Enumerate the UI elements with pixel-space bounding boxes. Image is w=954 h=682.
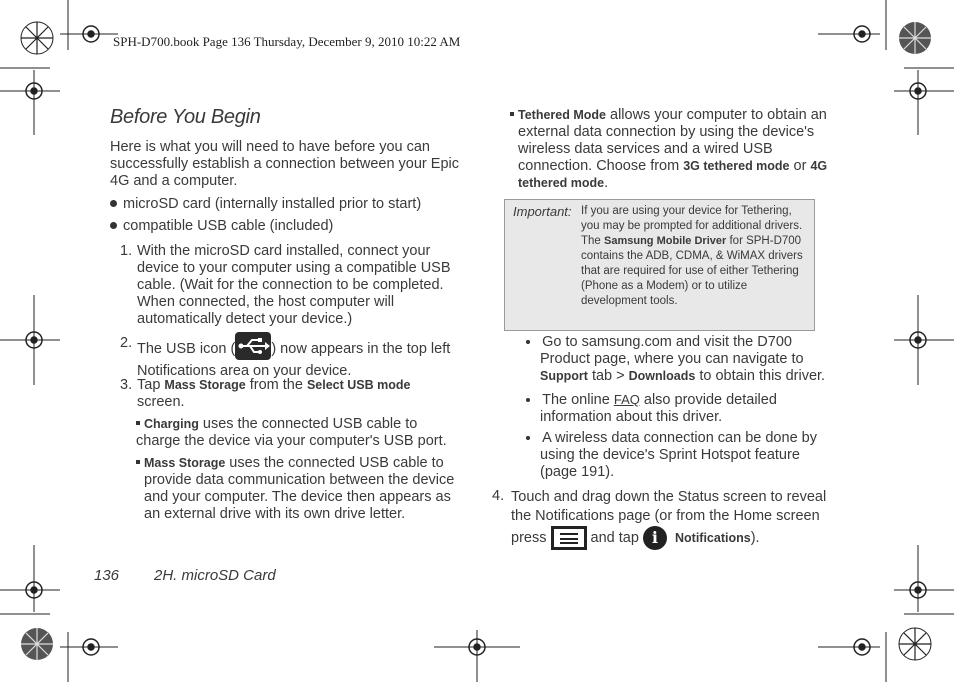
page-title: Before You Begin [110, 106, 261, 128]
square-bullet-icon [136, 460, 140, 464]
step-number: 3. [120, 377, 133, 393]
dot-bullet-icon [526, 340, 530, 344]
info-icon: i [643, 526, 667, 550]
step-number: 2. [120, 335, 133, 351]
usb-icon [235, 332, 271, 360]
bullet-icon [110, 200, 117, 207]
important-label: Important: [513, 204, 572, 219]
page-number: 136 [94, 567, 120, 584]
sub-item-mass-storage: Mass Storage uses the connected USB cable to provide data communication between the device and your computer. The device then appears as an external drive with its own drive letter. [136, 455, 462, 523]
step-number: 1. [120, 243, 133, 259]
driver-bullet-3: A wireless data connection can be done by using the device's Sprint Hotspot feature (page 191). [526, 430, 834, 481]
driver-bullet-1: Go to samsung.com and visit the D700 Product page, where you can navigate to Support tab > Downloads to obtain this driver. [526, 334, 834, 385]
requirement-item: microSD card (internally installed prior to start) [110, 196, 462, 213]
sub-item-charging: Charging uses the connected USB cable to charge the device via your computer's USB port. [136, 416, 447, 449]
step-2: The USB icon ( ) now appears in the top left Notifications area on your device. [137, 335, 462, 380]
requirement-item: compatible USB cable (included) [110, 218, 462, 235]
important-text: If you are using your device for Tethering, you may be prompted for additional drivers. The Samsung Mobile Driver for SPH-D700 contains the ADB, CDMA, & WiMAX drivers that are required for use of either Tethering (Phone as a Modem) or to utilize development tools. [581, 205, 803, 307]
bullet-icon [110, 222, 117, 229]
faq-link[interactable]: FAQ [613, 392, 640, 407]
tethered-mode-item: Tethered Mode allows your computer to obtain an external data connection by using the device's wireless data services and a wired USB connection. Choose from 3G tethered mode or 4G tethered mode. [510, 107, 836, 192]
menu-icon [551, 526, 587, 550]
step-3: Tap Mass Storage from the Select USB mode screen. [137, 377, 411, 410]
print-header: SPH-D700.book Page 136 Thursday, December 9, 2010 10:22 AM [113, 34, 461, 49]
square-bullet-icon [510, 112, 514, 116]
important-note [504, 199, 815, 331]
step-1: With the microSD card installed, connect your device to your computer using a compatible USB cable. (Wait for the connection to be completed. When connected, the host computer will automatically detect your device.) [137, 243, 451, 327]
dot-bullet-icon [526, 398, 530, 402]
dot-bullet-icon [526, 436, 530, 440]
driver-bullet-2: The online FAQ also provide detailed information about this driver. [526, 391, 834, 426]
intro-paragraph: Here is what you will need to have before you can successfully establish a connection between your Epic 4G and a computer. [110, 139, 459, 189]
square-bullet-icon [136, 421, 140, 425]
step-4: Touch and drag down the Status screen to reveal the Notifications page (or from the Home screen press and tap i Notifications). [511, 488, 837, 550]
step-number: 4. [492, 488, 505, 504]
section-title: 2H. microSD Card [154, 567, 276, 584]
